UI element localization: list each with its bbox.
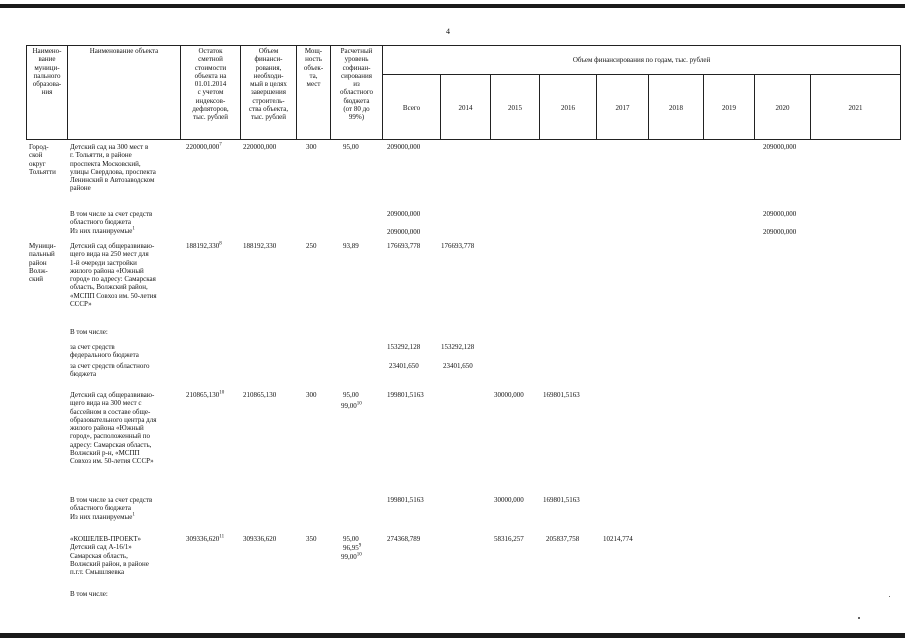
scan-speck	[889, 596, 890, 597]
remaining-cost	[186, 242, 222, 250]
financing-volume: 220000,000	[243, 143, 277, 151]
cofinancing-level: 95,00	[343, 391, 359, 399]
including-label: В том числе:	[70, 590, 108, 598]
footnote-mark: 10	[356, 401, 362, 407]
header-financing-volume: Объем финанси- рования, необходи- мый в целях завершения строитель- ства объекта, тыс. рублей	[248, 47, 289, 122]
cofinancing-level: 95,00	[343, 143, 359, 151]
federal-2014: 153292,128	[441, 343, 475, 351]
footnote-mark: 1	[132, 226, 135, 232]
federal-total: 153292,128	[387, 343, 421, 351]
header-year-2016: 2016	[561, 104, 575, 112]
remaining-value: 309336,620	[186, 535, 220, 543]
year-2017-value: 10214,774	[603, 535, 633, 543]
financing-group-line	[382, 74, 901, 75]
object-name-school-kindergarten: Детский сад общеразвиваю- щего вида на 300 мест с бассейном в составе обще- образовательного центра для жилого района «Южный город», расположенный по адресу: Самарская область, Волжский р-н, «МСПП Совхоз им. 50-летия СССР»	[70, 391, 157, 466]
header-municipality: Наимено- вание муници- пального образова- ния	[32, 47, 62, 97]
remaining-value: 220000,000	[186, 143, 220, 151]
footnote-mark: 10	[356, 552, 362, 558]
cofinancing-level: 93,89	[343, 242, 359, 250]
subtotal-text: В том числе за счет средств областного бюджета Из них планируемые	[70, 210, 153, 235]
footnote-mark: 11	[219, 534, 225, 540]
cofinancing-level-alt2	[341, 553, 362, 561]
table-header-line	[26, 139, 901, 140]
year-2016-value: 169801,5163	[543, 391, 580, 399]
year-2020-value: 209000,000	[763, 143, 797, 151]
subtotal-total: 199801,5163	[387, 496, 424, 504]
page-number: 4	[446, 27, 450, 36]
capacity: 350	[306, 535, 317, 543]
subtotal-label	[70, 210, 182, 235]
header-object-name: Наименование объекта	[89, 47, 159, 55]
total-value: 209000,000	[387, 143, 421, 151]
grid-line	[900, 45, 901, 140]
remaining-value: 210865,130	[186, 391, 220, 399]
header-year-2015: 2015	[508, 104, 522, 112]
cofinancing-level: 95,00	[343, 535, 359, 543]
total-value: 176693,778	[387, 242, 421, 250]
table-top-line	[26, 45, 901, 46]
remaining-cost	[186, 143, 222, 151]
object-name-volzhsky: Детский сад общеразвиваю- щего вида на 250 мест для 1-й очереди застройки жилого района «Южный город» по адресу: Самарская область, Волжский район, «МСПП Совхоз им. 50-летия СССР»	[70, 242, 157, 309]
subtotal-2020: 209000,000	[763, 210, 797, 218]
cofinancing-level-alt	[341, 402, 362, 410]
footnote-mark: 9	[358, 543, 362, 549]
header-total: Всего	[402, 104, 421, 112]
level-value: 96,95	[343, 544, 359, 552]
federal-budget-label: за счет средств федерального бюджета	[70, 343, 139, 360]
year-2014-value: 176693,778	[441, 242, 475, 250]
header-remaining-cost: Остаток сметной стоимости объекта на 01.01.2014 с учетом индексов- дефляторов, тыс. рублей	[192, 47, 229, 122]
including-label: В том числе:	[70, 328, 108, 336]
municipality-togliatti: Город- ской округ Тольятти	[29, 143, 56, 176]
subtotal-label	[70, 496, 182, 521]
planned-total: 209000,000	[387, 228, 421, 236]
financing-volume: 309336,620	[243, 535, 277, 543]
planned-2020: 209000,000	[763, 228, 797, 236]
header-year-2014: 2014	[458, 104, 473, 112]
financing-volume: 210865,130	[243, 391, 277, 399]
level-value: 99,00	[341, 553, 357, 561]
top-border	[0, 4, 905, 8]
total-value: 274368,789	[387, 535, 421, 543]
header-capacity: Мощ- ность объек- та, мест	[303, 47, 324, 89]
capacity: 300	[306, 391, 317, 399]
remaining-cost	[186, 535, 224, 543]
municipality-volzhsky: Муници- пальный район Волж- ский	[29, 242, 56, 284]
level-value: 99,00	[341, 402, 357, 410]
header-year-2018: 2018	[669, 104, 683, 112]
remaining-value: 188192,330	[186, 242, 220, 250]
object-name-koshelev: «КОШЕЛЕВ-ПРОЕКТ» Детский сад А-16/1» Самарская область, Волжский район, в районе п.г.т. Смышляевка	[70, 535, 149, 577]
grid-line	[67, 45, 68, 140]
capacity: 250	[306, 242, 317, 250]
cofinancing-level-alt	[343, 544, 361, 552]
year-2015-value: 30000,000	[494, 391, 524, 399]
footnote-mark: 8	[219, 241, 222, 247]
header-year-2017: 2017	[615, 104, 630, 112]
bottom-border	[0, 633, 905, 638]
header-year-2020: 2020	[775, 104, 790, 112]
subtotal-total: 209000,000	[387, 210, 421, 218]
financing-volume: 188192,330	[243, 242, 277, 250]
capacity: 300	[306, 143, 317, 151]
scan-speck	[858, 617, 860, 619]
footnote-mark: 10	[219, 390, 225, 396]
regional-total: 23401,650	[389, 362, 419, 370]
year-2016-value: 205837,758	[546, 535, 580, 543]
header-cofinancing-level: Расчетный уровень софинан- сирования из областного бюджета (от 80 до 99%)	[339, 47, 374, 122]
regional-2014: 23401,650	[443, 362, 473, 370]
subtotal-2016: 169801,5163	[543, 496, 580, 504]
subtotal-text: В том числе за счет средств областного бюджета Из них планируемые	[70, 496, 153, 521]
object-name-togliatti: Детский сад на 300 мест в г. Тольятти, в районе проспекта Московский, улицы Свердлова, проспекта Ленинский в Автозаводском районе	[70, 143, 156, 193]
header-year-2019: 2019	[722, 104, 736, 112]
regional-budget-label: за счет средств областного бюджета	[70, 362, 150, 379]
year-2015-value: 58316,257	[494, 535, 524, 543]
remaining-cost	[186, 391, 224, 399]
subtotal-2015: 30000,000	[494, 496, 524, 504]
footnote-mark: 1	[132, 512, 135, 518]
header-financing-by-year: Объем финансирования по годам, тыс. рублей	[572, 56, 711, 64]
footnote-mark: 7	[219, 142, 222, 148]
header-year-2021: 2021	[848, 104, 863, 112]
total-value: 199801,5163	[387, 391, 424, 399]
